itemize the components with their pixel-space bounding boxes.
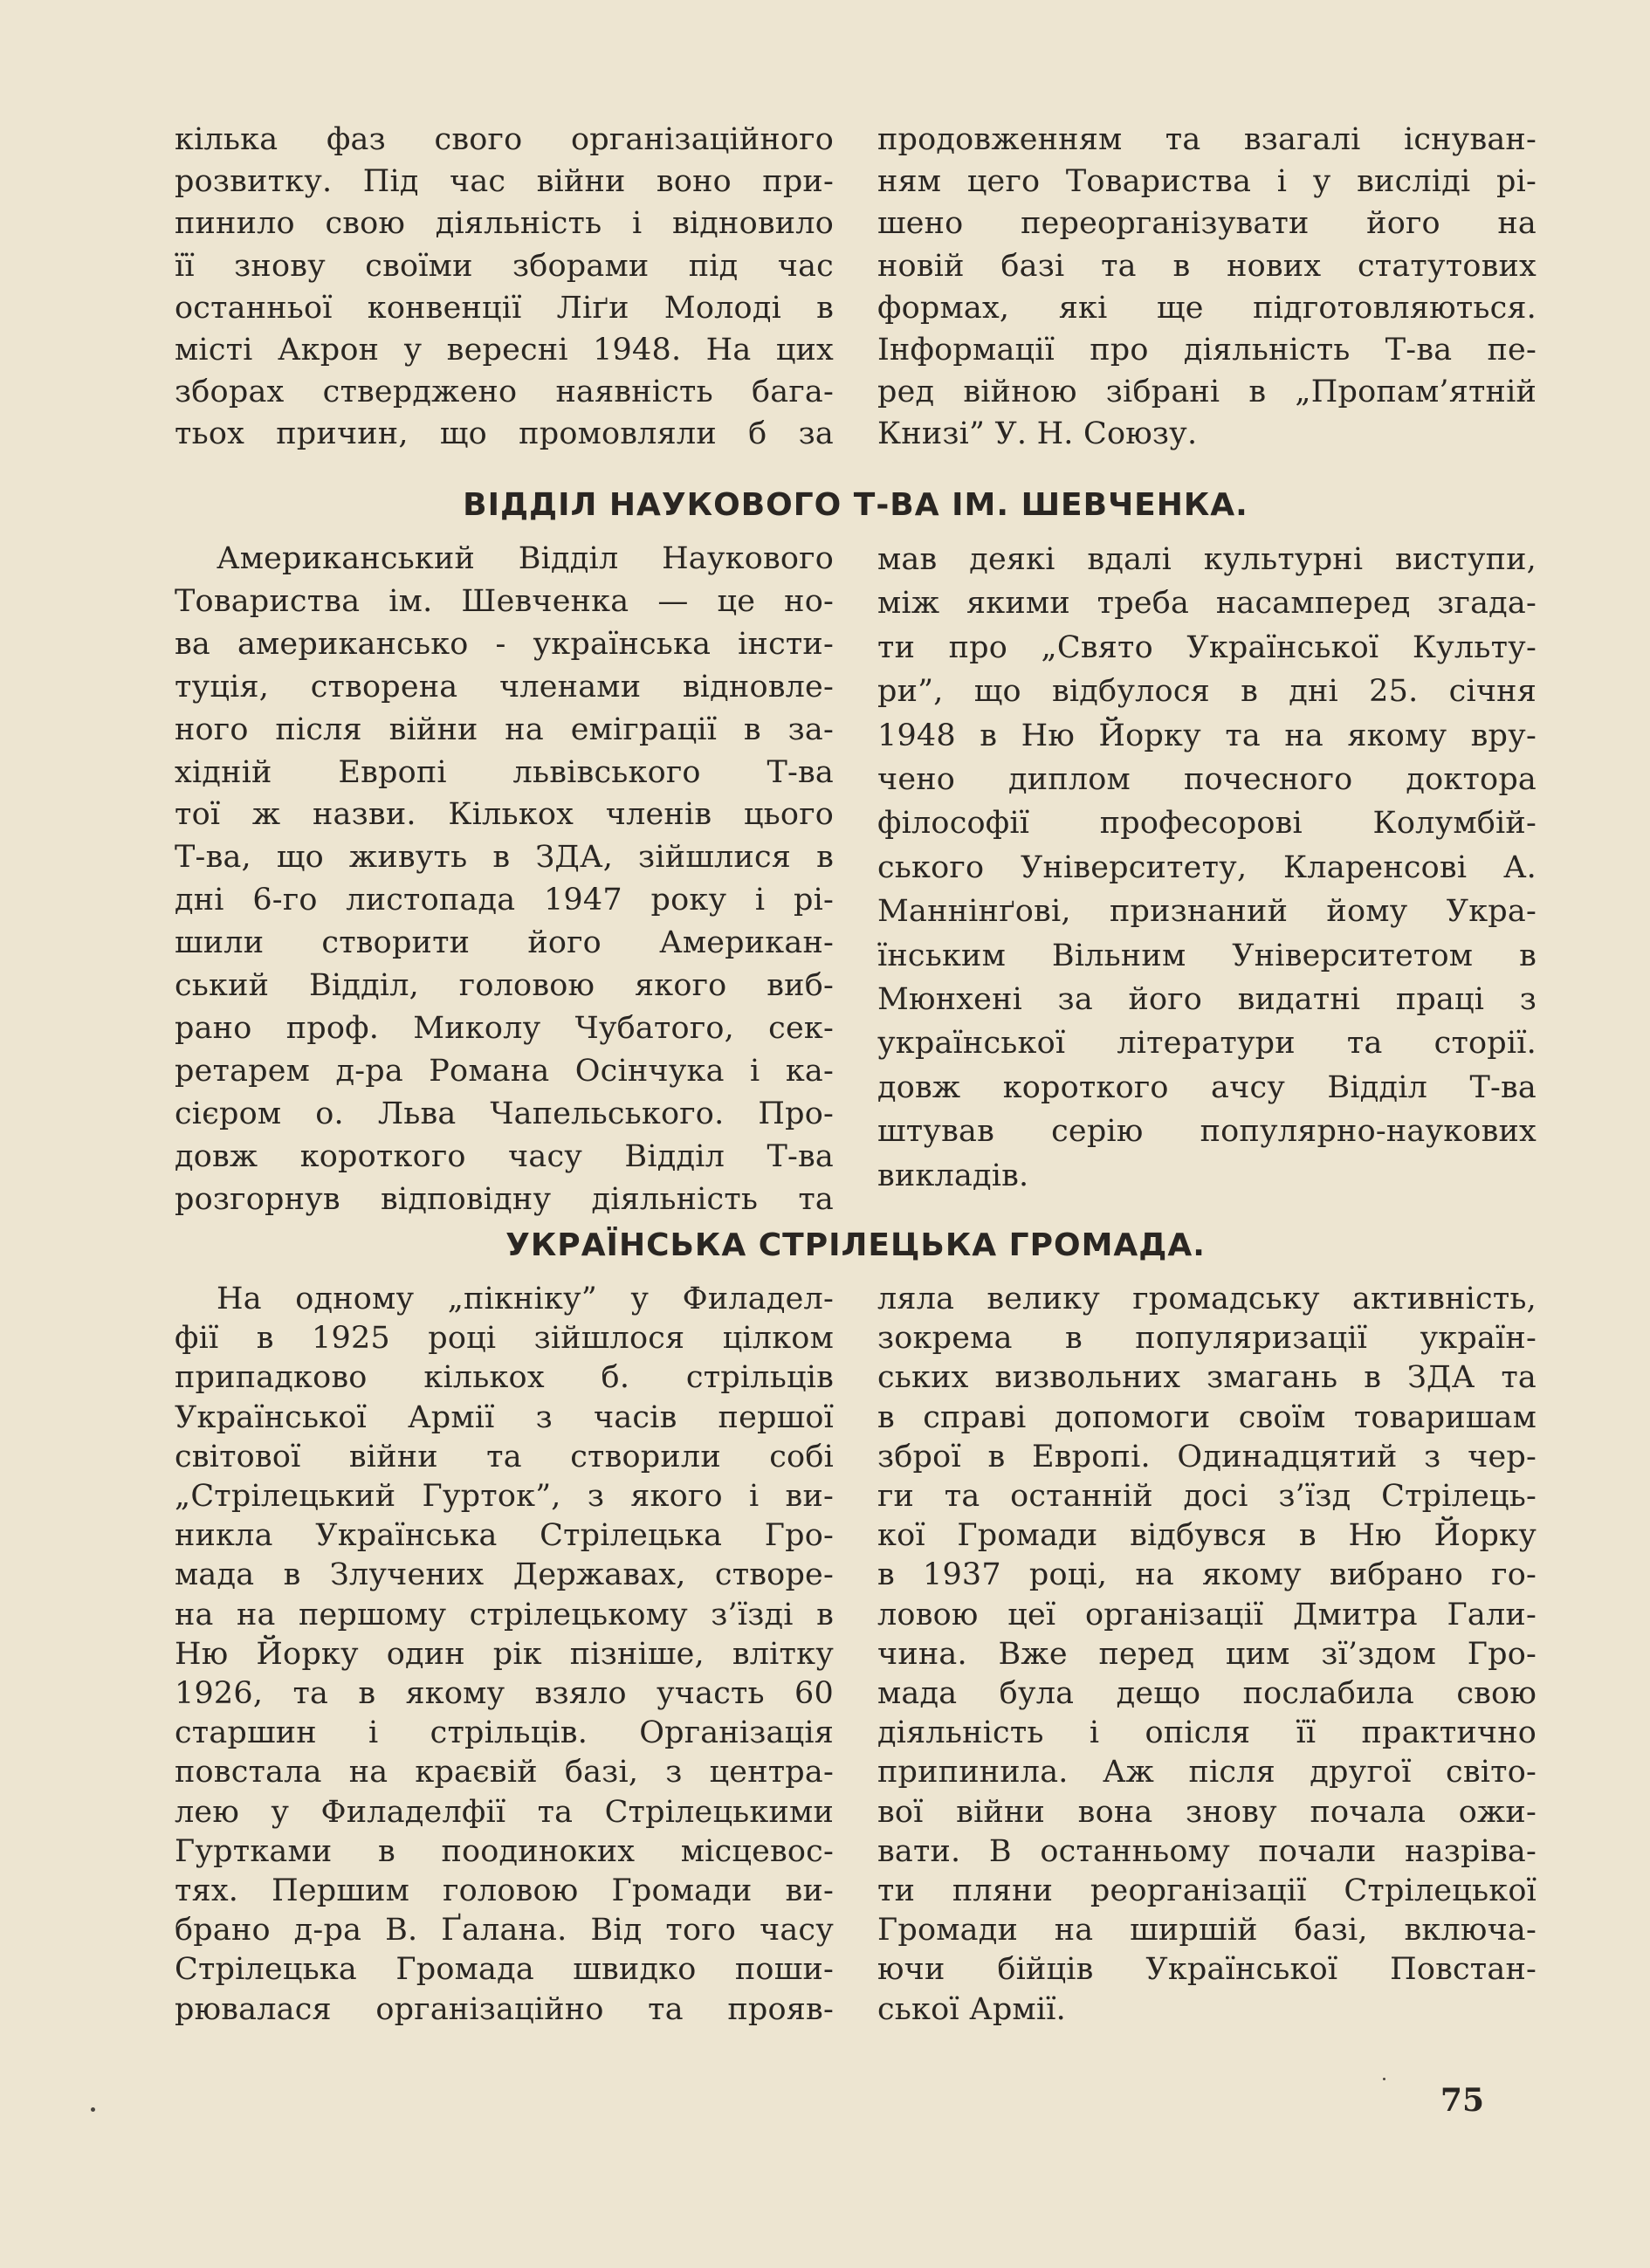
section-heading-striletska: УКРАЇНСЬКА СТРІЛЕЦЬКА ГРОМАДА. (505, 1227, 1206, 1263)
text-line: ва американсько - українська інсти- (175, 626, 834, 662)
text-line: мада в Злучених Державах, створе- (175, 1557, 834, 1593)
text-line: дні 6-го листопада 1947 року і рі- (175, 883, 834, 918)
text-line: продовженням та взагалі існуван- (877, 122, 1537, 157)
text-line: філософії професорові Колумбій- (877, 806, 1537, 842)
text-line: ляла велику громадську активність, (877, 1282, 1537, 1316)
text-line: Товариства ім. Шевченка — це но- (175, 583, 834, 619)
text-line: розвитку. Під час війни воно при- (175, 164, 834, 200)
text-line: ської Армії. (877, 1991, 1066, 2027)
text-line: рано проф. Миколу Чубатого, сек- (175, 1010, 834, 1046)
text-line: її знову своїми зборами під час (175, 248, 834, 284)
text-line: розгорнув відповідну діяльність та (175, 1181, 834, 1217)
top-section (175, 119, 1537, 456)
text-line: чина. Вже перед цим зї’здом Гро- (877, 1636, 1537, 1672)
text-line: никла Українська Стрілецька Гро- (175, 1518, 834, 1554)
text-line: припадково кількох б. стрільців (175, 1360, 834, 1396)
text-line: кілька фаз свого організаційного (175, 122, 834, 157)
text-line: чено диплом почесного доктора (877, 762, 1537, 798)
shevchenko-left-column (175, 538, 834, 1221)
text-line: зборах стверджено наявність бага- (175, 375, 834, 410)
text-line: на на першому стрілецькому з’їзді в (175, 1597, 834, 1632)
text-line: в 1937 році, на якому вибрано го- (877, 1557, 1537, 1593)
text-line: ретарем д-ра Романа Осінчука і ка- (175, 1053, 834, 1089)
print-speck (1383, 2078, 1385, 2080)
text-line: Інформації про діяльність Т-ва пе- (877, 333, 1537, 368)
text-line: повстала на краєвій базі, з центра- (175, 1755, 834, 1790)
text-line: 1948 в Ню Йорку та на якому вру- (877, 718, 1537, 753)
text-line: діяльність і опісля її практично (877, 1715, 1537, 1751)
text-line: Книзі” У. Н. Союзу. (877, 416, 1198, 452)
text-line: місті Акрон у вересні 1948. На цих (175, 333, 834, 368)
text-line: ри”, що відбулося в дні 25. січня (877, 674, 1537, 710)
shevchenko-right-column (877, 538, 1537, 1221)
text-line: тої ж назви. Кількох членів цього (175, 797, 834, 833)
text-line: лею у Филаделфії та Стрілецькими (175, 1794, 834, 1830)
text-line: рювалася організаційно та прояв- (175, 1991, 834, 2027)
text-line: На одному „пікніку” у Филадел- (217, 1282, 834, 1316)
text-line: ських визвольних змагань в ЗДА та (877, 1360, 1537, 1396)
text-line: Американський Відділ Наукового (217, 541, 834, 576)
text-line: зброї в Европі. Одинадцятий з чер- (877, 1439, 1537, 1474)
text-line: їнським Вільним Університетом в (877, 938, 1537, 973)
text-line: довж короткого часу Відділ Т-ва (175, 1138, 834, 1174)
text-line: „Стрілецький Гурток”, з якого і ви- (175, 1479, 834, 1515)
text-line: мав деякі вдалі культурні виступи, (877, 542, 1537, 577)
text-line: ням цего Товариства і у висліді рі- (877, 164, 1537, 200)
text-line: ючи бійців Української Повстан- (877, 1952, 1537, 1988)
text-line: вати. В останньому почали назріва- (877, 1833, 1537, 1869)
text-line: Громади на ширшій базі, включа- (877, 1913, 1537, 1948)
page-number: 75 (1440, 2082, 1484, 2119)
striletska-right-column (877, 1280, 1537, 2030)
print-speck (91, 2107, 95, 2112)
text-line: тьох причин, що промовляли б за (175, 416, 834, 452)
text-line: новій базі та в нових статутових (877, 248, 1537, 284)
text-line: української літератури та сторії. (877, 1026, 1537, 1062)
text-line: ги та останній досі з’їзд Стрілець- (877, 1479, 1537, 1515)
text-line: шили створити його Американ- (175, 925, 834, 961)
text-line: ти про „Свято Української Культу- (877, 629, 1537, 665)
text-line: вої війни вона знову почала ожи- (877, 1794, 1537, 1830)
text-line: кої Громади відбувся в Ню Йорку (877, 1518, 1537, 1554)
text-line: мада була дещо послабила свою (877, 1676, 1537, 1712)
striletska-section (175, 1280, 1537, 2030)
text-line: пинило свою діяльність і відновило (175, 206, 834, 242)
text-line: шено переорганізувати його на (877, 206, 1537, 242)
text-line: Маннінґові, признаний йому Укра- (877, 894, 1537, 930)
top-left-column (175, 119, 834, 456)
text-line: останньої конвенції Ліґи Молоді в (175, 290, 834, 326)
text-line: ський Відділ, головою якого виб- (175, 968, 834, 1004)
text-line: хідній Европі львівського Т-ва (175, 754, 834, 790)
text-line: ти пляни реорганізації Стрілецької (877, 1873, 1537, 1909)
text-line: сієром о. Льва Чапельського. Про- (175, 1096, 834, 1131)
text-line: тях. Першим головою Громади ви- (175, 1873, 834, 1909)
text-line: штував серію популярно-наукових (877, 1114, 1537, 1150)
text-line: ського Університету, Кларенсові А. (877, 849, 1537, 885)
text-line: Гуртками в поодиноких місцевос- (175, 1833, 834, 1869)
text-line: туція, створена членами відновле- (175, 669, 834, 704)
top-right-column (877, 119, 1537, 456)
text-line: Стрілецька Громада швидко поши- (175, 1952, 834, 1988)
text-line: ред війною зібрані в „Пропам’ятній (877, 375, 1537, 410)
text-line: старшин і стрільців. Організація (175, 1715, 834, 1751)
text-line: 1926, та в якому взяло участь 60 (175, 1676, 834, 1712)
text-line: Т-ва, що живуть в ЗДА, зійшлися в (175, 840, 834, 876)
striletska-left-column (175, 1280, 834, 2030)
text-line: зокрема в популяризації україн- (877, 1321, 1537, 1357)
text-line: світової війни та створили собі (175, 1439, 834, 1474)
text-line: брано д-ра В. Ґалана. Від того часу (175, 1913, 834, 1948)
section-heading-shevchenko: ВІДДІЛ НАУКОВОГО Т-ВА ІМ. ШЕВЧЕНКА. (463, 487, 1248, 523)
text-line: ловою цеї організації Дмитра Гали- (877, 1597, 1537, 1632)
text-line: формах, які ще підготовляються. (877, 290, 1537, 326)
text-line: Мюнхені за його видатні праці з (877, 982, 1537, 1018)
text-line: припинила. Аж після другої світо- (877, 1755, 1537, 1790)
text-line: Ню Йорку один рік пізніше, влітку (175, 1636, 834, 1672)
shevchenko-section (175, 538, 1537, 1221)
text-line: викладів. (877, 1158, 1029, 1193)
text-line: Української Армії з часів першої (175, 1399, 834, 1435)
text-line: фії в 1925 році зійшлося цілком (175, 1321, 834, 1357)
text-line: в справі допомоги своїм товаришам (877, 1399, 1537, 1435)
text-line: між якими треба насамперед згада- (877, 586, 1537, 622)
text-line: ного після війни на еміграції в за- (175, 711, 834, 747)
text-line: довж короткого ачсу Відділ Т-ва (877, 1069, 1537, 1105)
